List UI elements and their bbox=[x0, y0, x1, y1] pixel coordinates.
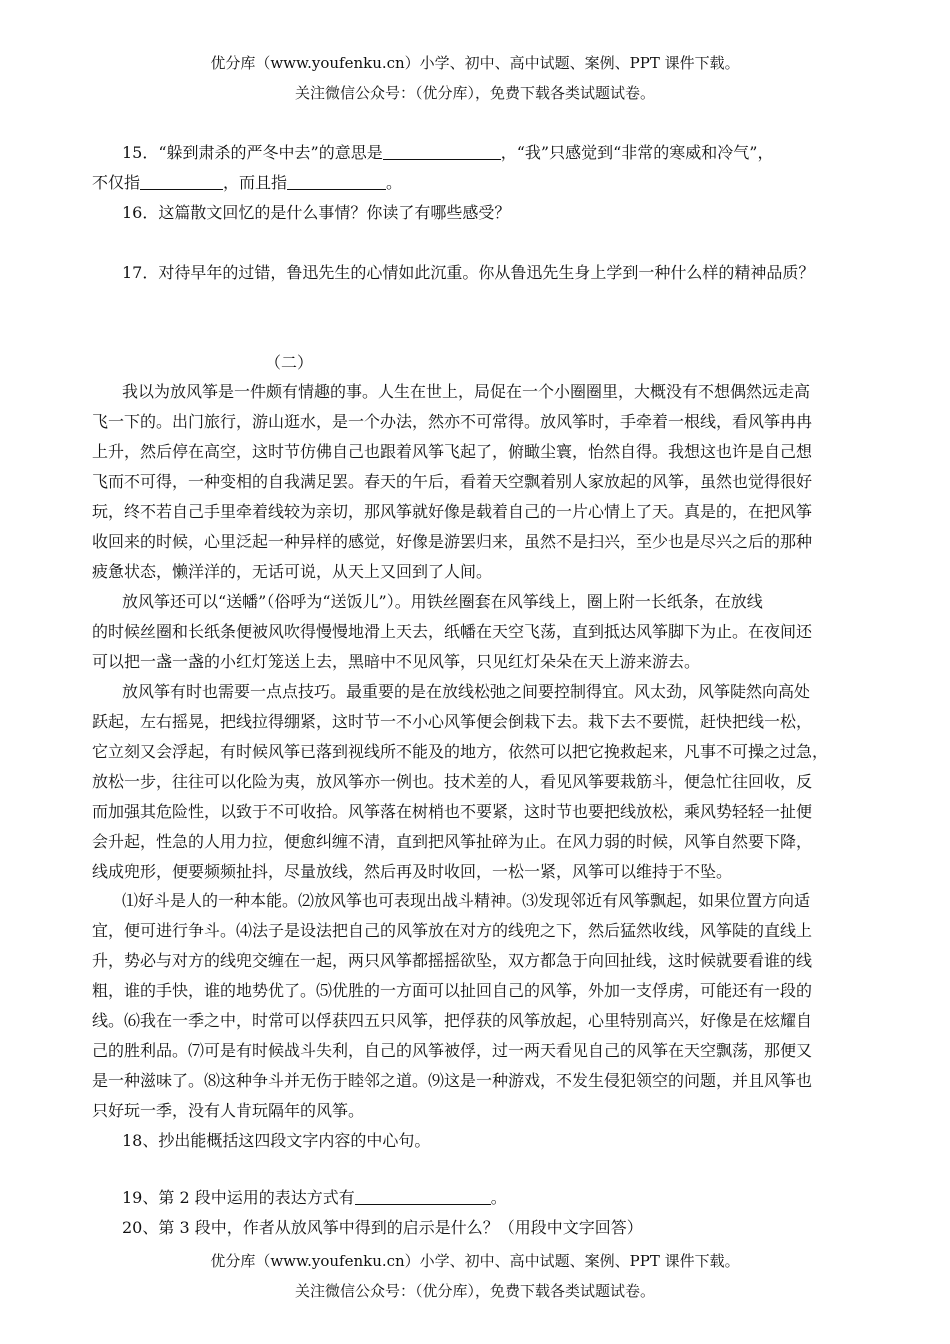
header-line-1: 优分库（www.youfenku.cn）小学、初中、高中试题、案例、PPT 课件下载。 bbox=[210, 54, 740, 72]
passage-line: 可以把一盏一盏的小红灯笼送上去，黑暗中不见风筝，只见红灯朵朵在天上游来游去。 bbox=[92, 652, 701, 671]
q19-text-a: 19、第 2 段中运用的表达方式有 bbox=[122, 1188, 355, 1207]
passage-line: 线。⑹我在一季之中，时常可以俘获四五只风筝，把俘获的风筝放起，心里特别高兴，好像是在炫耀自 bbox=[92, 1011, 813, 1030]
header-line-2: 关注微信公众号：（优分库），免费下载各类试题试卷。 bbox=[294, 84, 655, 102]
passage-line: 只好玩一季，没有人肯玩隔年的风筝。 bbox=[92, 1101, 365, 1120]
passage-line: 而加强其危险性，以致于不可收拾。风筝落在树梢也不要紧，这时节也要把线放松，乘风势轻轻一扯便 bbox=[92, 802, 813, 821]
passage-line: 飞一下的。出门旅行，游山逛水，是一个办法，然亦不可常得。放风筝时，手牵着一根线，看风筝冉冉 bbox=[92, 412, 813, 431]
q15-blank-3 bbox=[287, 173, 386, 190]
passage-line: 疲惫状态，懒洋洋的，无话可说，从天上又回到了人间。 bbox=[92, 562, 493, 581]
passage-line: 粗，谁的手快，谁的地势优了。⑸优胜的一方面可以扯回自己的风筝，外加一支俘虏，可能还有一段的 bbox=[92, 981, 813, 1000]
question-15-line-1 bbox=[122, 142, 872, 164]
passage-line: 我以为放风筝是一件颇有情趣的事。人生在世上，局促在一个小圈圈里，大概没有不想偶然远走高 bbox=[122, 382, 811, 401]
passage-line: 放风筝有时也需要一点点技巧。最重要的是在放线松弛之间要控制得宜。风太劲，风筝陡然向高处 bbox=[122, 682, 811, 701]
q15-text-c: 不仅指 bbox=[92, 173, 141, 192]
question-19 bbox=[122, 1187, 872, 1209]
passage-line: 线成兜形，便要频频扯抖，尽量放线，然后再及时收回，一松一紧，风筝可以维持于不坠。 bbox=[92, 862, 733, 881]
passage-line: ⑴好斗是人的一种本能。⑵放风筝也可表现出战斗精神。⑶发现邻近有风筝飘起，如果位置方向适 bbox=[122, 891, 811, 910]
passage-line: 放松一步，往往可以化险为夷，放风筝亦一例也。技术差的人，看见风筝要栽筋斗，便急忙往回收，反 bbox=[92, 772, 813, 791]
passage-line: 己的胜利品。⑺可是有时候战斗失利，自己的风筝被俘，过一两天看见自己的风筝在天空飘荡，那便又 bbox=[92, 1041, 813, 1060]
q19-text-b: 。 bbox=[490, 1188, 507, 1207]
passage-line: 飞而不可得，一种变相的自我满足罢。春天的午后，看着天空飘着别人家放起的风筝，虽然也觉得很好 bbox=[92, 472, 813, 491]
q15-text-d: ，而且指 bbox=[223, 173, 288, 192]
passage-line: 宜，便可进行争斗。⑷法子是设法把自己的风筝放在对方的线兜之下，然后猛然收线，风筝陡的直线上 bbox=[92, 921, 813, 940]
question-20: 20、第 3 段中，作者从放风筝中得到的启示是什么？（用段中文字回答） bbox=[122, 1218, 643, 1237]
passage-line: 是一种滋味了。⑻这种争斗并无伤于睦邻之道。⑼这是一种游戏，不发生侵犯领空的问题，并且风筝也 bbox=[92, 1071, 813, 1090]
question-18: 18、抄出能概括这四段文字内容的中心句。 bbox=[122, 1131, 431, 1150]
q15-text-e: 。 bbox=[386, 173, 403, 192]
q15-text-b: ，“我”只感觉到“非常的寒威和冷气”， bbox=[500, 143, 774, 162]
passage-line: 玩，终不若自己手里牵着线较为亲切，那风筝就好像是载着自己的一片心情上了天。真是的，在把风筝 bbox=[92, 502, 813, 521]
q15-blank-2 bbox=[140, 173, 223, 190]
question-17: 17．对待早年的过错，鲁迅先生的心情如此沉重。你从鲁迅先生身上学到一种什么样的精神品质？ bbox=[122, 263, 815, 282]
footer-line-2: 关注微信公众号：（优分库），免费下载各类试题试卷。 bbox=[294, 1282, 655, 1300]
passage-line: 升，势必与对方的线兜交缠在一起，两只风筝都摇摇欲坠，双方都急于向回扯线，这时候就要看谁的线 bbox=[92, 951, 813, 970]
q19-blank bbox=[355, 1188, 491, 1205]
passage-line: 跃起，左右摇晃，把线拉得绷紧，这时节一不小心风筝便会倒栽下去。栽下去不要慌，赶快把线一松， bbox=[92, 712, 813, 731]
q15-blank-1 bbox=[383, 143, 501, 160]
question-15-line-2 bbox=[92, 172, 872, 194]
section-title: （二） bbox=[265, 353, 314, 372]
passage-line: 它立刻又会浮起，有时候风筝已落到视线所不能及的地方，依然可以把它挽救起来，凡事不可操之过急， bbox=[92, 742, 829, 761]
passage-line: 会升起，性急的人用力拉，便愈纠缠不清，直到把风筝扯碎为止。在风力弱的时候，风筝自然要下降， bbox=[92, 832, 813, 851]
passage-line: 的时候丝圈和长纸条便被风吹得慢慢地滑上天去，纸幡在天空飞荡，直到抵达风筝脚下为止。在夜间还 bbox=[92, 622, 813, 641]
passage-line: 放风筝还可以“送幡”（俗呼为“送饭儿”）。用铁丝圈套在风筝线上，圈上附一长纸条，在放线 bbox=[122, 592, 763, 611]
question-16: 16．这篇散文回忆的是什么事情？你读了有哪些感受？ bbox=[122, 203, 511, 222]
passage-line: 上升，然后停在高空，这时节仿佛自己也跟着风筝飞起了，俯瞰尘寰，怡然自得。我想这也许是自己想 bbox=[92, 442, 813, 461]
passage-line: 收回来的时候，心里泛起一种异样的感觉，好像是游罢归来，虽然不是扫兴，至少也是尽兴之后的那种 bbox=[92, 532, 813, 551]
footer-line-1: 优分库（www.youfenku.cn）小学、初中、高中试题、案例、PPT 课件下载。 bbox=[210, 1252, 740, 1270]
q15-text-a: 15．“躲到肃杀的严冬中去”的意思是 bbox=[122, 143, 383, 162]
